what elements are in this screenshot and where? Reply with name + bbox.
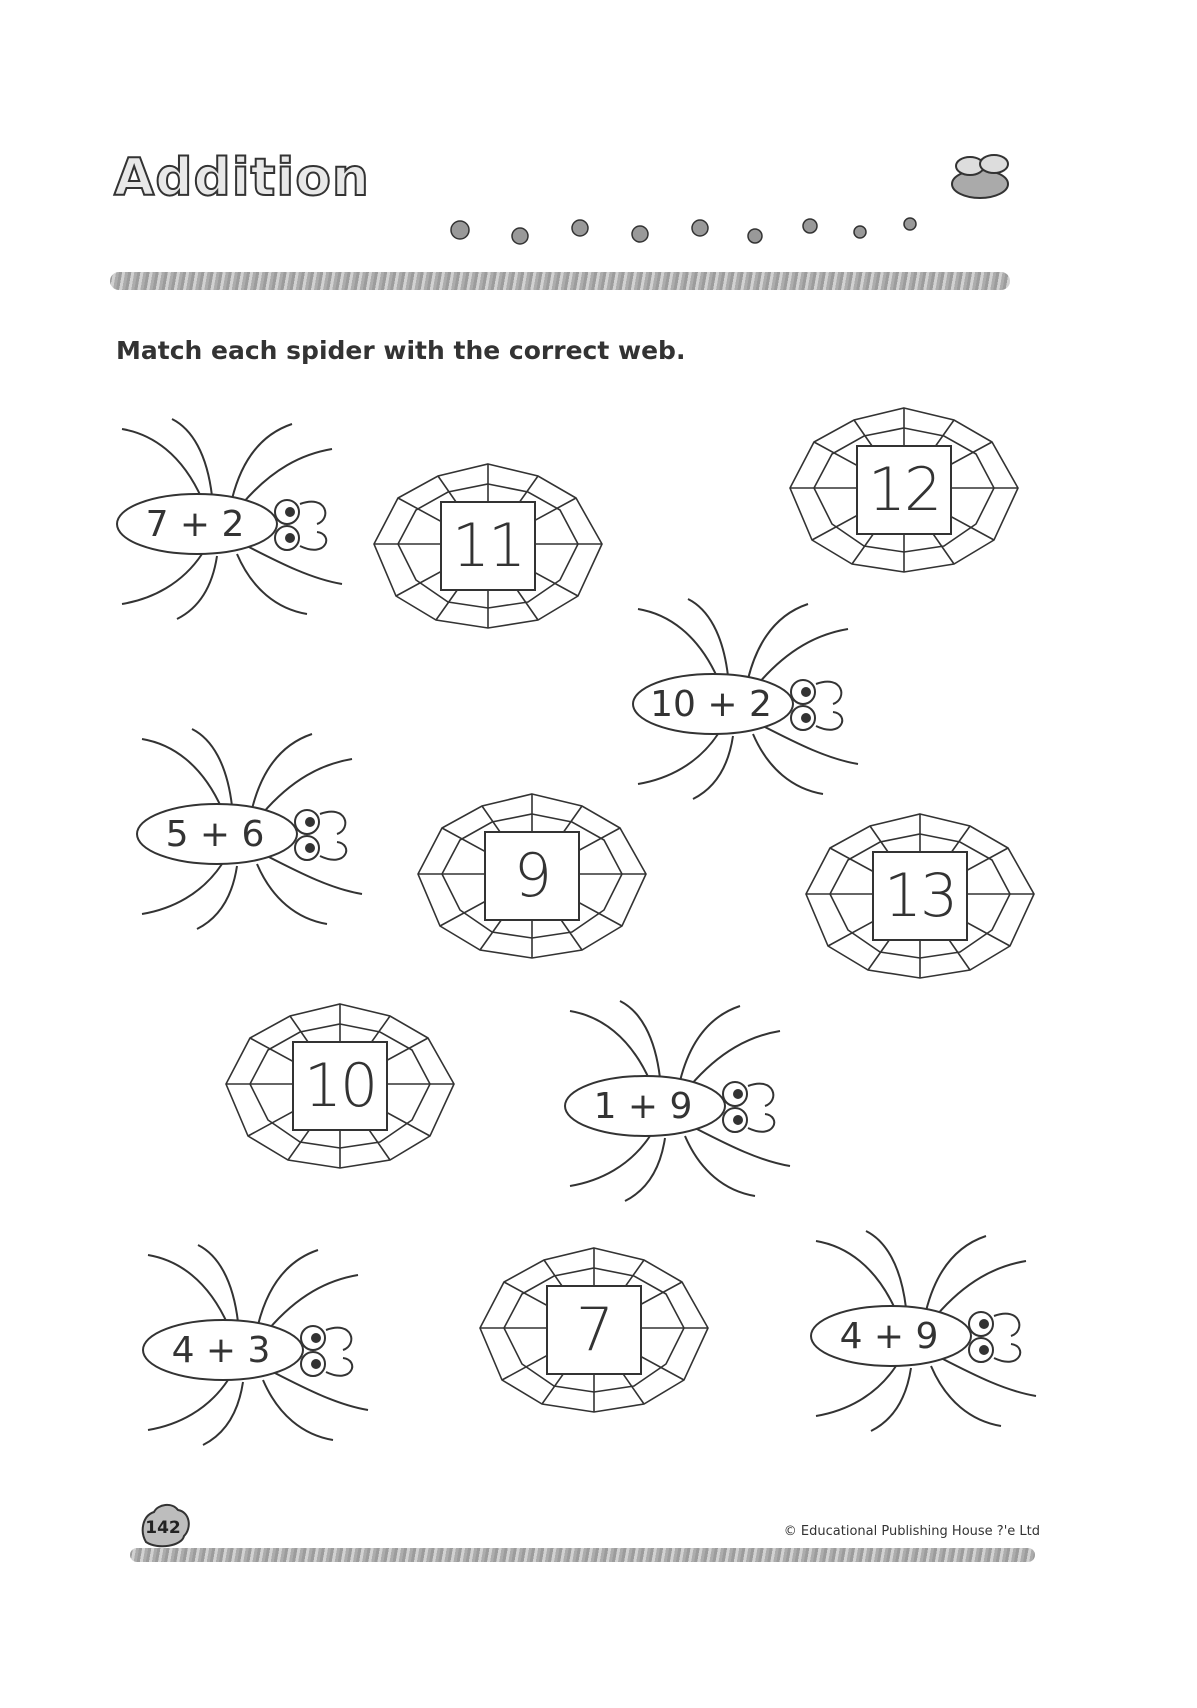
web-number: 7	[546, 1285, 642, 1375]
spider-expression: 4 + 3	[171, 1329, 271, 1371]
footer-divider	[130, 1548, 1035, 1562]
header-divider	[110, 272, 1010, 290]
web-number: 11	[440, 501, 536, 591]
spider-expression: 5 + 6	[165, 813, 265, 855]
web-number: 13	[872, 851, 968, 941]
flower-trail-decoration	[440, 208, 940, 248]
spider-5[interactable]	[138, 1240, 378, 1450]
spider-3[interactable]	[132, 724, 372, 934]
web-number: 9	[484, 831, 580, 921]
web-3[interactable]	[414, 790, 650, 962]
spider-1[interactable]	[112, 414, 352, 624]
web-number: 10	[292, 1041, 388, 1131]
spider-expression: 1 + 9	[593, 1085, 693, 1127]
page-number: 142	[145, 1518, 181, 1538]
spider-4[interactable]	[560, 996, 800, 1206]
flying-bug-icon	[940, 150, 1020, 210]
instruction-text: Match each spider with the correct web.	[116, 336, 686, 365]
web-6[interactable]	[476, 1244, 712, 1416]
web-4[interactable]	[802, 810, 1038, 982]
page-number-badge	[138, 1502, 192, 1550]
web-5[interactable]	[222, 1000, 458, 1172]
web-number: 12	[856, 445, 952, 535]
spider-expression: 7 + 2	[145, 503, 245, 545]
page-title: Addition	[114, 148, 370, 208]
copyright-text: © Educational Publishing House ?'e Ltd	[783, 1524, 1040, 1539]
spider-expression: 10 + 2	[650, 683, 772, 725]
spider-6[interactable]	[806, 1226, 1046, 1436]
web-2[interactable]	[786, 404, 1022, 576]
spider-expression: 4 + 9	[839, 1315, 939, 1357]
web-1[interactable]	[370, 460, 606, 632]
spider-2[interactable]	[628, 594, 868, 804]
